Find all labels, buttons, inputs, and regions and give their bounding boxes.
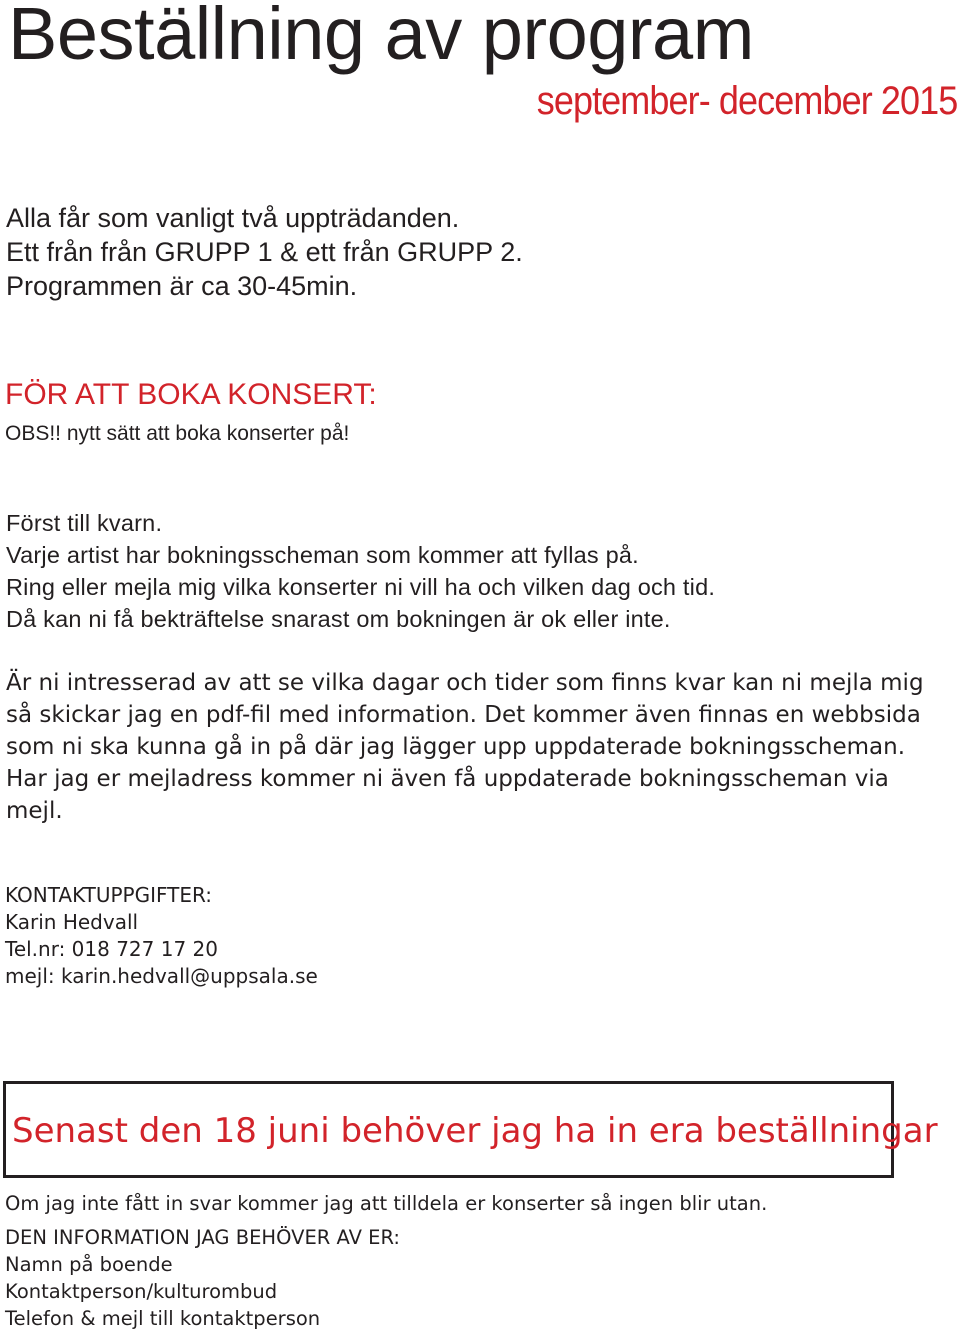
intro-line: Ett från från GRUPP 1 & ett från GRUPP 2. (6, 237, 523, 267)
booking-line: Då kan ni få bekträftelse snarast om bokningen är ok eller inte. (6, 606, 671, 632)
info-item: Kontaktperson/kulturombud (5, 1280, 278, 1303)
contact-heading: KONTAKTUPPGIFTER: (5, 883, 213, 907)
info-paragraph-line: som ni ska kunna gå in på där jag lägger upp uppdaterade bokningsscheman. (6, 734, 906, 760)
contact-name: Karin Hedvall (5, 910, 139, 934)
info-item: Telefon & mejl till kontaktperson (5, 1307, 321, 1330)
intro-line: Alla får som vanligt två uppträdanden. (6, 203, 460, 233)
deadline-text: Senast den 18 juni behöver jag ha in era beställningar (12, 1111, 938, 1151)
intro-line: Programmen är ca 30-45min. (6, 271, 358, 301)
booking-heading: FÖR ATT BOKA KONSERT: (5, 378, 377, 411)
info-paragraph-line: Är ni intresserad av att se vilka dagar och tider som finns kvar kan ni mejla mig (6, 670, 924, 696)
footer-note: Om jag inte fått in svar kommer jag att tilldela er konserter så ingen blir utan. (5, 1192, 768, 1215)
contact-email: mejl: karin.hedvall@uppsala.se (5, 964, 318, 988)
info-paragraph-line: så skickar jag en pdf-fil med information. Det kommer även finnas en webbsida (6, 702, 921, 728)
info-paragraph-line: Har jag er mejladress kommer ni även få uppdaterade bokningsscheman via (6, 766, 889, 792)
info-heading: DEN INFORMATION JAG BEHÖVER AV ER: (5, 1226, 400, 1249)
booking-line: Ring eller mejla mig vilka konserter ni vill ha och vilken dag och tid. (6, 574, 716, 600)
contact-phone: Tel.nr: 018 727 17 20 (5, 937, 218, 961)
info-item: Namn på boende (5, 1253, 173, 1276)
booking-line: Varje artist har bokningsscheman som kommer att fyllas på. (6, 542, 639, 568)
page-subtitle: september- december 2015 (536, 79, 957, 123)
page-title: Beställning av program (8, 0, 754, 75)
booking-line: Först till kvarn. (6, 510, 163, 536)
booking-note: OBS!! nytt sätt att boka konserter på! (5, 422, 350, 445)
info-paragraph-line: mejl. (6, 798, 63, 824)
